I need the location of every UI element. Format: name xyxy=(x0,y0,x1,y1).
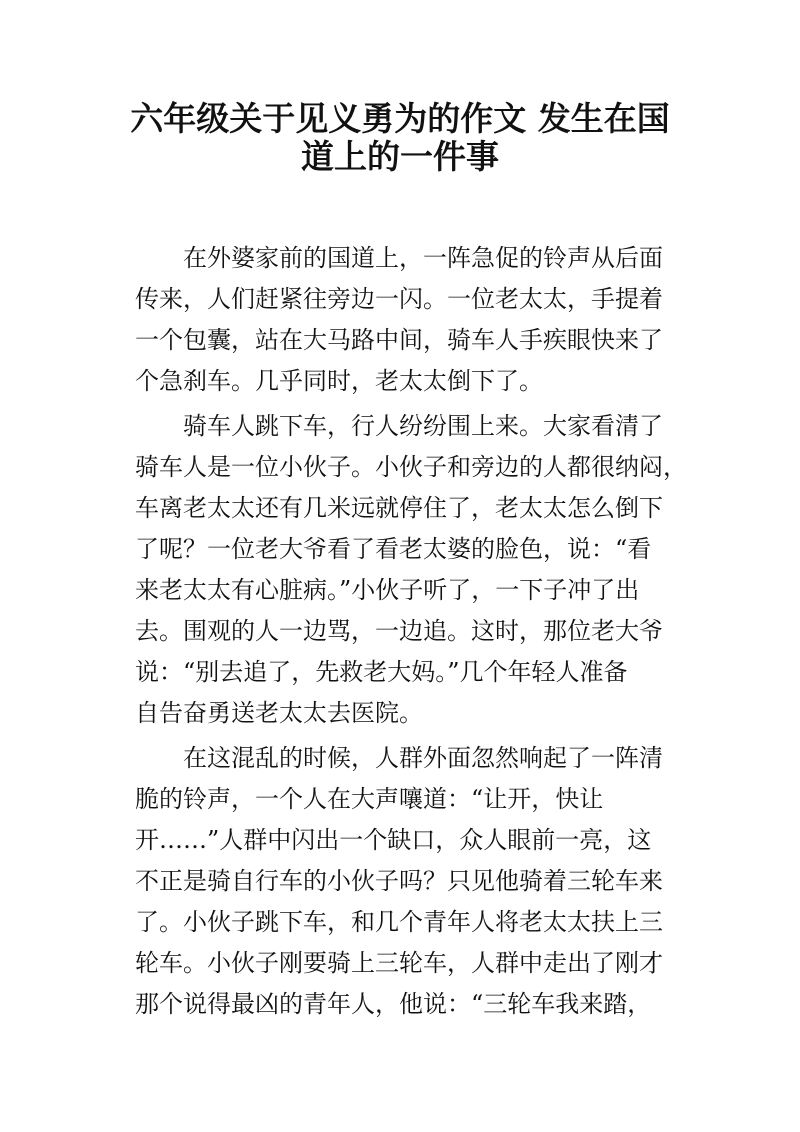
paragraph xyxy=(135,738,675,1025)
text-line: 开……”人群中闪出一个缺口，众人眼前一亮，这 xyxy=(135,826,652,854)
text-line: 骑车人跳下车，行人纷纷围上来。大家看清了 xyxy=(183,412,663,440)
text-line: 在这混乱的时候，人群外面忽然响起了一阵清 xyxy=(183,744,663,772)
text-line: 来老太太有心脏病。”小伙子听了，一下子冲了出 xyxy=(135,576,640,604)
text-line: 那个说得最凶的青年人，他说：“三轮车我来踏， xyxy=(135,990,652,1018)
document-title xyxy=(0,100,800,176)
text-line: 个急刹车。几乎同时，老太太倒下了。 xyxy=(135,367,543,395)
text-line: 轮车。小伙子刚要骑上三轮车，人群中走出了刚才 xyxy=(135,949,663,977)
text-line: 不正是骑自行车的小伙子吗？只见他骑着三轮车来 xyxy=(135,867,663,895)
text-line: 了呢？一位老大爷看了看老太婆的脸色，说：“看 xyxy=(135,535,652,563)
text-line: 车离老太太还有几米远就停住了，老太太怎么倒下 xyxy=(135,494,663,522)
text-line: 了。小伙子跳下车，和几个青年人将老太太扶上三 xyxy=(135,908,663,936)
text-line: 脆的铃声，一个人在大声嚷道：“让开，快让 xyxy=(135,785,604,813)
text-line: 说：“别去追了，先救老大妈。”几个年轻人准备 xyxy=(135,658,628,686)
text-line: 在外婆家前的国道上，一阵急促的铃声从后面 xyxy=(183,244,663,272)
article-body xyxy=(135,238,687,1029)
paragraph xyxy=(135,238,675,402)
title-line-2: 道上的一件事 xyxy=(301,137,499,176)
text-line: 传来，人们赶紧往旁边一闪。一位老太太，手提着 xyxy=(135,285,663,313)
text-line: 骑车人是一位小伙子。小伙子和旁边的人都很纳闷， xyxy=(135,453,687,481)
text-line: 自告奋勇送老太太去医院。 xyxy=(135,699,423,727)
text-line: 去。围观的人一边骂，一边追。这时，那位老大爷 xyxy=(135,617,663,645)
paragraph xyxy=(135,406,687,734)
title-line-1: 六年级关于见义勇为的作文 发生在国 xyxy=(130,99,670,138)
text-line: 一个包囊，站在大马路中间，骑车人手疾眼快来了 xyxy=(135,326,663,354)
